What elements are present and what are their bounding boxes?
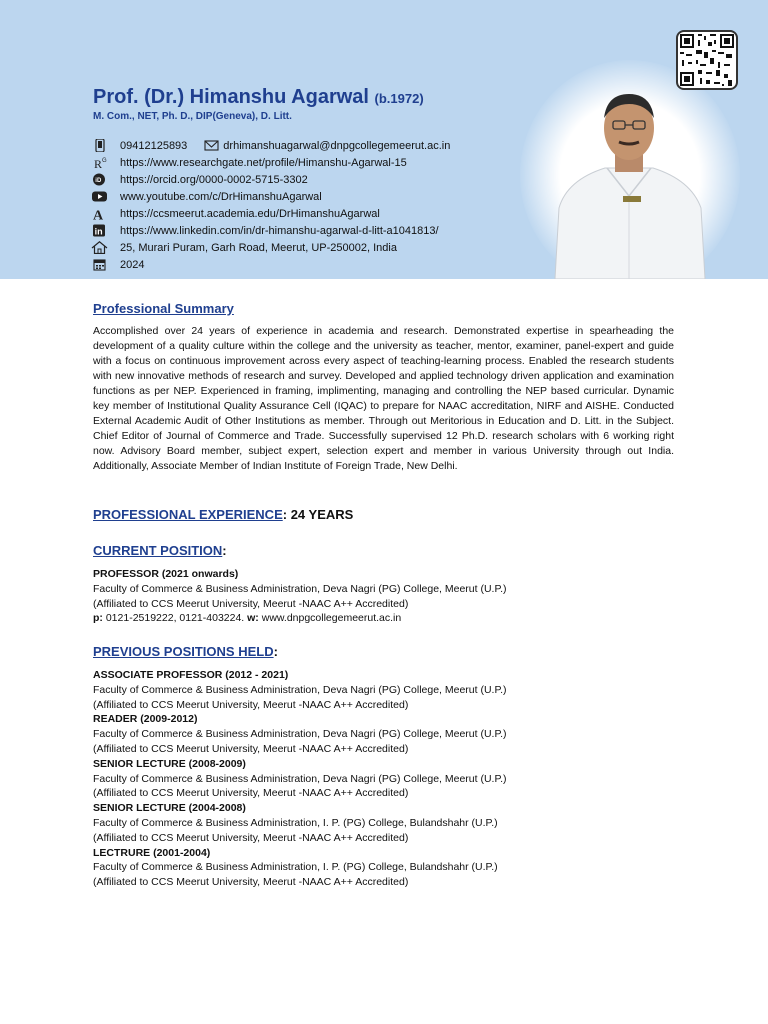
calendar-icon (91, 258, 109, 271)
orcid-icon (91, 173, 109, 186)
position-line2: (Affiliated to CCS Meerut University, Meerut -NAAC A++ Accredited) (93, 698, 409, 711)
current-title: PROFESSOR (2021 onwards) (93, 568, 239, 580)
birth-year: (b.1972) (374, 91, 424, 106)
current-position-heading (93, 543, 227, 558)
qualifications: M. Com., NET, Ph. D., DIP(Geneva), D. Litt. (93, 111, 292, 122)
phone-icon (91, 139, 109, 152)
summary-heading: Professional Summary (93, 301, 234, 316)
position-line1: Faculty of Commerce & Business Administration, I. P. (PG) College, Bulandshahr (U.P.) (93, 861, 498, 874)
youtube-icon (91, 190, 109, 203)
current-position (93, 567, 693, 626)
previous-positions-list (93, 668, 693, 890)
position-line2: (Affiliated to CCS Meerut University, Meerut -NAAC A++ Accredited) (93, 831, 409, 844)
position-line2: (Affiliated to CCS Meerut University, Meerut -NAAC A++ Accredited) (93, 787, 409, 800)
researchgate-link[interactable]: https://www.researchgate.net/profile/Himanshu-Agarwal-15 (120, 156, 407, 169)
linkedin-link[interactable]: https://www.linkedin.com/in/dr-himanshu-agarwal-d-litt-a1041813/ (120, 224, 439, 237)
previous-heading-text: PREVIOUS POSITIONS HELD (93, 644, 274, 659)
academia-link[interactable]: https://ccsmeerut.academia.edu/DrHimanshuAgarwal (120, 207, 380, 220)
contact-youtube-row (91, 190, 322, 203)
svg-text:G: G (102, 158, 107, 164)
position-line2: (Affiliated to CCS Meerut University, Meerut -NAAC A++ Accredited) (93, 742, 409, 755)
current-heading-text: CURRENT POSITION (93, 543, 223, 558)
profile-photo (545, 88, 713, 279)
web-label: w: (247, 612, 259, 625)
svg-text:in: in (94, 226, 103, 237)
position-title: SENIOR LECTURE (2004-2008) (93, 802, 246, 815)
contact-year-row (91, 258, 144, 271)
current-line2: (Affiliated to CCS Meerut University, Meerut -NAAC A++ Accredited) (93, 597, 409, 610)
email-link[interactable]: drhimanshuagarwal@dnpgcollegemeerut.ac.in (223, 139, 451, 152)
contact-orcid-row (91, 173, 308, 186)
current-line1: Faculty of Commerce & Business Administration, Deva Nagri (PG) College, Meerut (U.P.) (93, 582, 507, 595)
experience-years: : 24 YEARS (282, 507, 354, 522)
experience-heading (93, 507, 353, 522)
home-icon (91, 241, 109, 254)
position-title: READER (2009-2012) (93, 713, 198, 726)
researchgate-icon (91, 156, 109, 169)
contact-linkedin-row (91, 224, 439, 237)
contact-academia-row (91, 207, 380, 220)
address-text: 25, Murari Puram, Garh Road, Meerut, UP-250002, India (120, 241, 397, 254)
contact-researchgate-row (91, 156, 407, 169)
header-banner (0, 0, 768, 279)
orcid-link[interactable]: https://orcid.org/0000-0002-5715-3302 (120, 173, 308, 186)
mail-icon (203, 139, 221, 152)
phone-text[interactable]: 09412125893 (120, 139, 188, 152)
academia-icon (91, 207, 109, 220)
position-line1: Faculty of Commerce & Business Administration, I. P. (PG) College, Bulandshahr (U.P.) (93, 816, 498, 829)
name-text: Prof. (Dr.) Himanshu Agarwal (93, 86, 369, 108)
contact-address-row (91, 241, 397, 254)
position-line1: Faculty of Commerce & Business Administration, Deva Nagri (PG) College, Meerut (U.P.) (93, 728, 507, 741)
current-phones: 0121-2519222, 0121-403224. (102, 612, 248, 625)
linkedin-icon (91, 224, 109, 237)
qr-code (676, 30, 738, 90)
summary-text: Accomplished over 24 years of experience in academia and research. Demonstrated expertise in spearheading the development of a quality culture within the college and the university as teacher, mentor, examiner, panel-expert and guide with a focus on continuous improvement across every aspect of teaching-learning process. Enabled the research students with new innovative methods of research and survey. Developed and applied technology driven application and examination functions as per NEP. Experienced in framing, implimenting, managing and controlling the NEP based curricular. Dynamic key member of Institutional Quality Assurance Cell (IQAC) to prepare for NAAC accreditation, NIRF and AISHE. Conducted External Academic Audit of Other Institutions as member. Through out Meritorious in Education and D. Litt. in the Subject. Chief Editor of Journal of Commerce and Trade. Successfully supervised 12 Ph.D. research scholars with 6 working right now. Advisory Board member, subject expert, selection expert and member in various University through out India. Additionally, Associate Member of Indian Institute of Foreign Trade, New Delhi. (93, 325, 674, 472)
position-line2: (Affiliated to CCS Meerut University, Meerut -NAAC A++ Accredited) (93, 876, 409, 889)
year-text: 2024 (120, 258, 145, 271)
previous-heading-colon: : (273, 644, 278, 659)
phone-label: p: (93, 612, 103, 625)
person-name (93, 86, 424, 109)
position-line1: Faculty of Commerce & Business Administration, Deva Nagri (PG) College, Meerut (U.P.) (93, 772, 507, 785)
youtube-link[interactable]: www.youtube.com/c/DrHimanshuAgarwal (120, 190, 322, 203)
position-title: LECTRURE (2001-2004) (93, 846, 211, 859)
position-line1: Faculty of Commerce & Business Administration, Deva Nagri (PG) College, Meerut (U.P.) (93, 683, 507, 696)
svg-text:R: R (94, 157, 103, 169)
current-heading-colon: : (222, 543, 227, 558)
qr-code-pattern (678, 32, 736, 88)
experience-heading-text: PROFESSIONAL EXPERIENCE (93, 507, 283, 522)
svg-text:A: A (93, 208, 104, 220)
position-title: SENIOR LECTURE (2008-2009) (93, 757, 246, 770)
current-contact-line (93, 611, 693, 626)
svg-text:iD: iD (95, 178, 102, 184)
current-web[interactable]: www.dnpgcollegemeerut.ac.in (258, 612, 402, 625)
previous-positions-heading (93, 644, 278, 659)
contact-phone-row (91, 139, 450, 152)
position-title: ASSOCIATE PROFESSOR (2012 - 2021) (93, 669, 289, 681)
